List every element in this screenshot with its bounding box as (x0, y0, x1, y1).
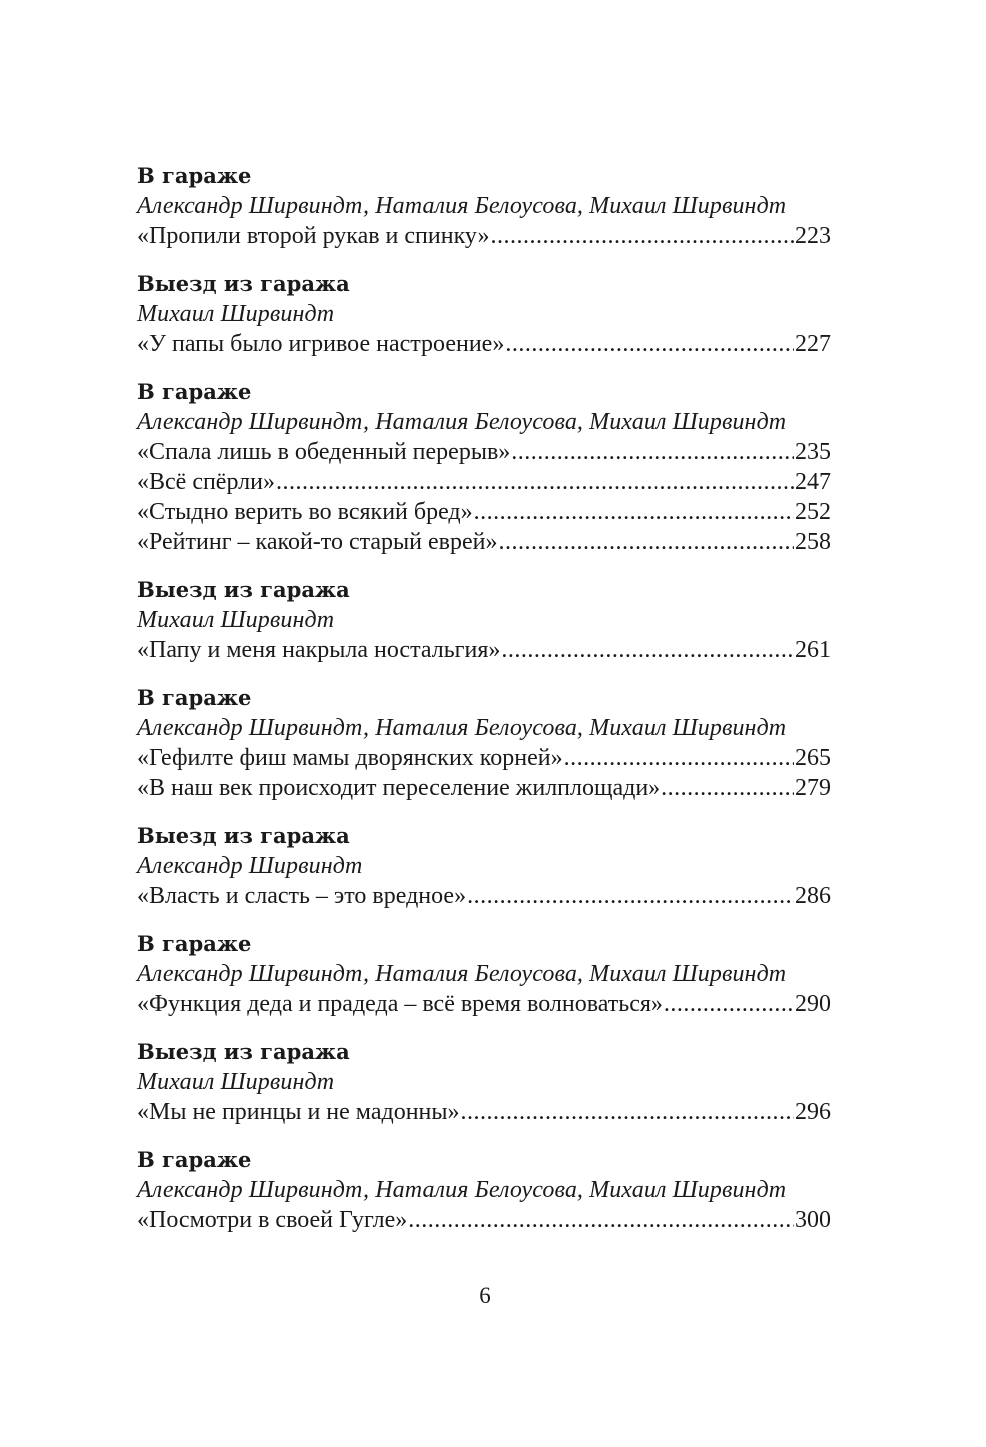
toc-entry[interactable] (137, 497, 831, 527)
toc-entry[interactable] (137, 527, 831, 557)
toc-section (137, 682, 831, 803)
dot-leader (276, 467, 794, 497)
entry-page-number: 235 (795, 439, 831, 465)
toc-entry[interactable] (137, 1205, 831, 1235)
table-of-contents (137, 160, 831, 1252)
entry-title: «Папу и меня накрыла ностальгия» (137, 637, 501, 663)
entry-title: «Власть и сласть – это вредное» (137, 883, 467, 909)
dot-leader (461, 1097, 795, 1127)
section-authors: Михаил Ширвиндт (137, 607, 335, 633)
entry-title: «Всё спёрли» (137, 469, 275, 495)
entry-title: «У папы было игривое настроение» (137, 331, 505, 357)
toc-section (137, 1144, 831, 1235)
toc-entry[interactable] (137, 989, 831, 1019)
toc-entry[interactable] (137, 467, 831, 497)
section-title: В гараже (137, 379, 252, 404)
toc-section (137, 160, 831, 251)
section-title: Выезд из гаража (137, 271, 350, 296)
entry-page-number: 300 (795, 1207, 831, 1233)
toc-section (137, 820, 831, 911)
dot-leader (498, 527, 794, 557)
section-authors: Александр Ширвиндт (137, 853, 363, 879)
entry-title: «Стыдно верить во всякий бред» (137, 499, 473, 525)
section-authors: Михаил Ширвиндт (137, 1069, 335, 1095)
toc-section (137, 1036, 831, 1127)
dot-leader (511, 437, 794, 467)
entry-title: «Рейтинг – какой-то старый еврей» (137, 529, 498, 555)
toc-entry[interactable] (137, 743, 831, 773)
entry-page-number: 223 (795, 223, 831, 249)
toc-section (137, 928, 831, 1019)
toc-section (137, 376, 831, 557)
dot-leader (474, 497, 794, 527)
section-authors: Александр Ширвиндт, Наталия Белоусова, Михаил Ширвиндт (137, 409, 787, 435)
section-title: Выезд из гаража (137, 577, 350, 602)
section-title: В гараже (137, 931, 252, 956)
entry-page-number: 252 (795, 499, 831, 525)
page-number: 6 (479, 1283, 491, 1308)
toc-entry[interactable] (137, 221, 831, 251)
toc-section (137, 268, 831, 359)
entry-page-number: 265 (795, 745, 831, 771)
section-authors: Михаил Ширвиндт (137, 301, 335, 327)
dot-leader (501, 635, 794, 665)
dot-leader (505, 329, 794, 359)
toc-entry[interactable] (137, 437, 831, 467)
toc-section (137, 574, 831, 665)
toc-entry[interactable] (137, 773, 831, 803)
entry-title: «Гефилте фиш мамы дворянских корней» (137, 745, 563, 771)
entry-page-number: 290 (795, 991, 831, 1017)
entry-page-number: 261 (795, 637, 831, 663)
entry-page-number: 247 (795, 469, 831, 495)
entry-page-number: 279 (795, 775, 831, 801)
entry-title: «Спала лишь в обеденный перерыв» (137, 439, 511, 465)
dot-leader (661, 773, 794, 803)
section-authors: Александр Ширвиндт, Наталия Белоусова, Михаил Ширвиндт (137, 193, 787, 219)
toc-entry[interactable] (137, 1097, 831, 1127)
entry-page-number: 227 (795, 331, 831, 357)
dot-leader (467, 881, 794, 911)
section-authors: Александр Ширвиндт, Наталия Белоусова, Михаил Ширвиндт (137, 715, 787, 741)
section-title: Выезд из гаража (137, 823, 350, 848)
section-authors: Александр Ширвиндт, Наталия Белоусова, Михаил Ширвиндт (137, 1177, 787, 1203)
entry-title: «Функция деда и прадеда – всё время волноваться» (137, 991, 663, 1017)
section-title: В гараже (137, 685, 252, 710)
entry-title: «Мы не принцы и не мадонны» (137, 1099, 460, 1125)
entry-title: «В наш век происходит переселение жилплощади» (137, 775, 661, 801)
dot-leader (664, 989, 794, 1019)
toc-entry[interactable] (137, 881, 831, 911)
dot-leader (564, 743, 794, 773)
entry-page-number: 258 (795, 529, 831, 555)
section-authors: Александр Ширвиндт, Наталия Белоусова, Михаил Ширвиндт (137, 961, 787, 987)
entry-page-number: 286 (795, 883, 831, 909)
section-title: В гараже (137, 163, 252, 188)
entry-title: «Посмотри в своей Гугле» (137, 1207, 408, 1233)
dot-leader (491, 221, 795, 251)
section-title: Выезд из гаража (137, 1039, 350, 1064)
toc-entry[interactable] (137, 329, 831, 359)
section-title: В гараже (137, 1147, 252, 1172)
toc-entry[interactable] (137, 635, 831, 665)
entry-title: «Пропили второй рукав и спинку» (137, 223, 490, 249)
dot-leader (408, 1205, 794, 1235)
entry-page-number: 296 (795, 1099, 831, 1125)
